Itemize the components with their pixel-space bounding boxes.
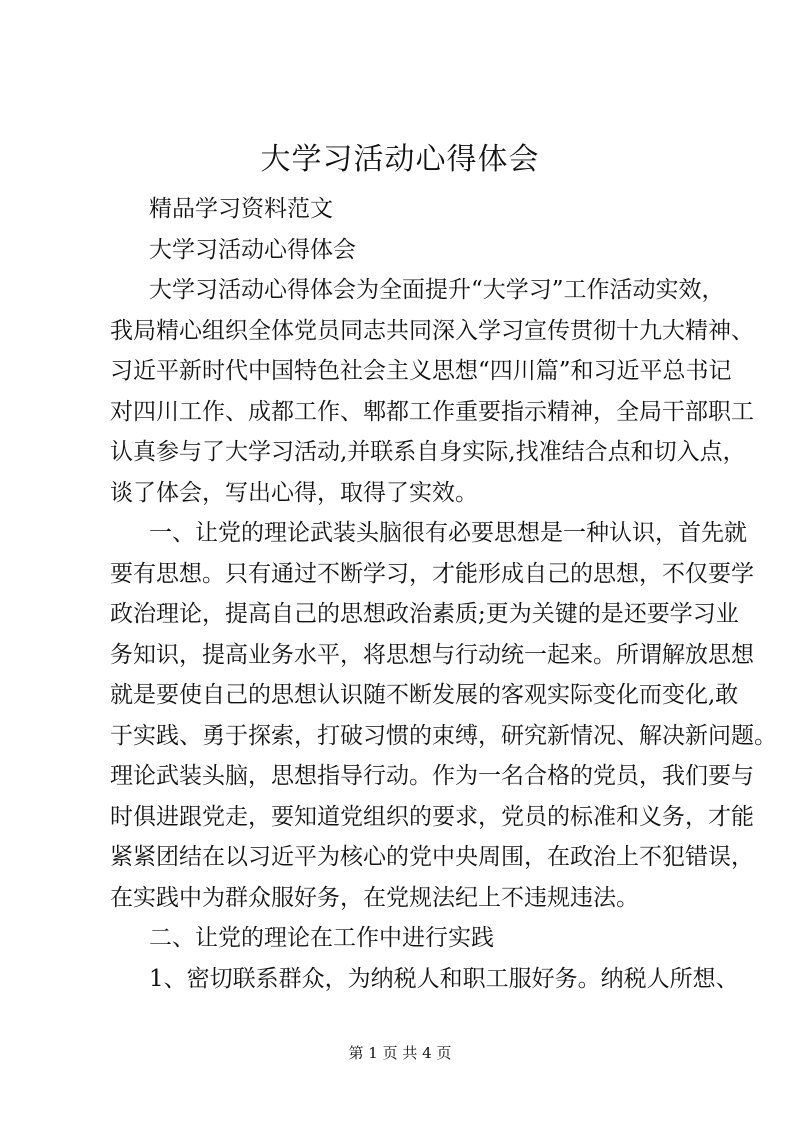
paragraph-line: 在实践中为群众服好务，在党规法纪上不违规违法。: [110, 884, 639, 911]
paragraph-line: 认真参与了大学习活动,并联系自身实际,找准结合点和切入点，: [110, 439, 746, 465]
paragraph-line: 一、让党的理论武装头脑很有必要思想是一种认识，首先就: [149, 520, 747, 546]
paragraph-line: 对四川工作、成都工作、郫都工作重要指示精神，全局干部职工: [110, 398, 754, 425]
paragraph-line: 1、密切联系群众，为纳税人和职工服好务。纳税人所想、: [149, 965, 739, 992]
paragraph-line: 谈了体会，写出心得，取得了实效。: [110, 479, 478, 506]
subtitle-line: 精品学习资料范文: [149, 196, 333, 222]
paragraph-line: 要有思想。只有通过不断学习，才能形成自己的思想，不仅要学: [110, 560, 754, 587]
paragraph-line: 政治理论，提高自己的思想政治素质;更为关键的是还要学习业: [110, 601, 739, 627]
paragraph-line: 紧紧团结在以习近平为核心的党中央周围，在政治上不犯错误，: [110, 844, 754, 870]
subtitle-line: 大学习活动心得体会: [149, 236, 356, 263]
paragraph-line: 习近平新时代中国特色社会主义思想“四川篇”和习近平总书记: [110, 358, 732, 384]
paragraph-line: 我局精心组织全体党员同志共同深入学习宣传贯彻十九大精神、: [110, 317, 754, 344]
paragraph-line: 大学习活动心得体会为全面提升“大学习”工作活动实效，: [149, 277, 725, 303]
paragraph-line: 时俱进跟党走，要知道党组织的要求，党员的标准和义务，才能: [110, 803, 754, 830]
paragraph-line: 于实践、勇于探索，打破习惯的束缚，研究新情况、解决新问题。: [110, 722, 777, 749]
page-number-footer: 第 1 页 共 4 页: [348, 1044, 452, 1062]
paragraph-line: 务知识，提高业务水平，将思想与行动统一起来。所谓解放思想: [110, 641, 754, 668]
paragraph-line: 就是要使自己的思想认识随不断发展的客观实际变化而变化,敢: [110, 682, 739, 708]
section-heading: 二、让党的理论在工作中进行实践: [149, 925, 494, 951]
document-title: 大学习活动心得体会: [260, 142, 540, 177]
paragraph-line: 理论武装头脑，思想指导行动。作为一名合格的党员，我们要与: [110, 763, 754, 789]
document-body: [110, 189, 777, 999]
